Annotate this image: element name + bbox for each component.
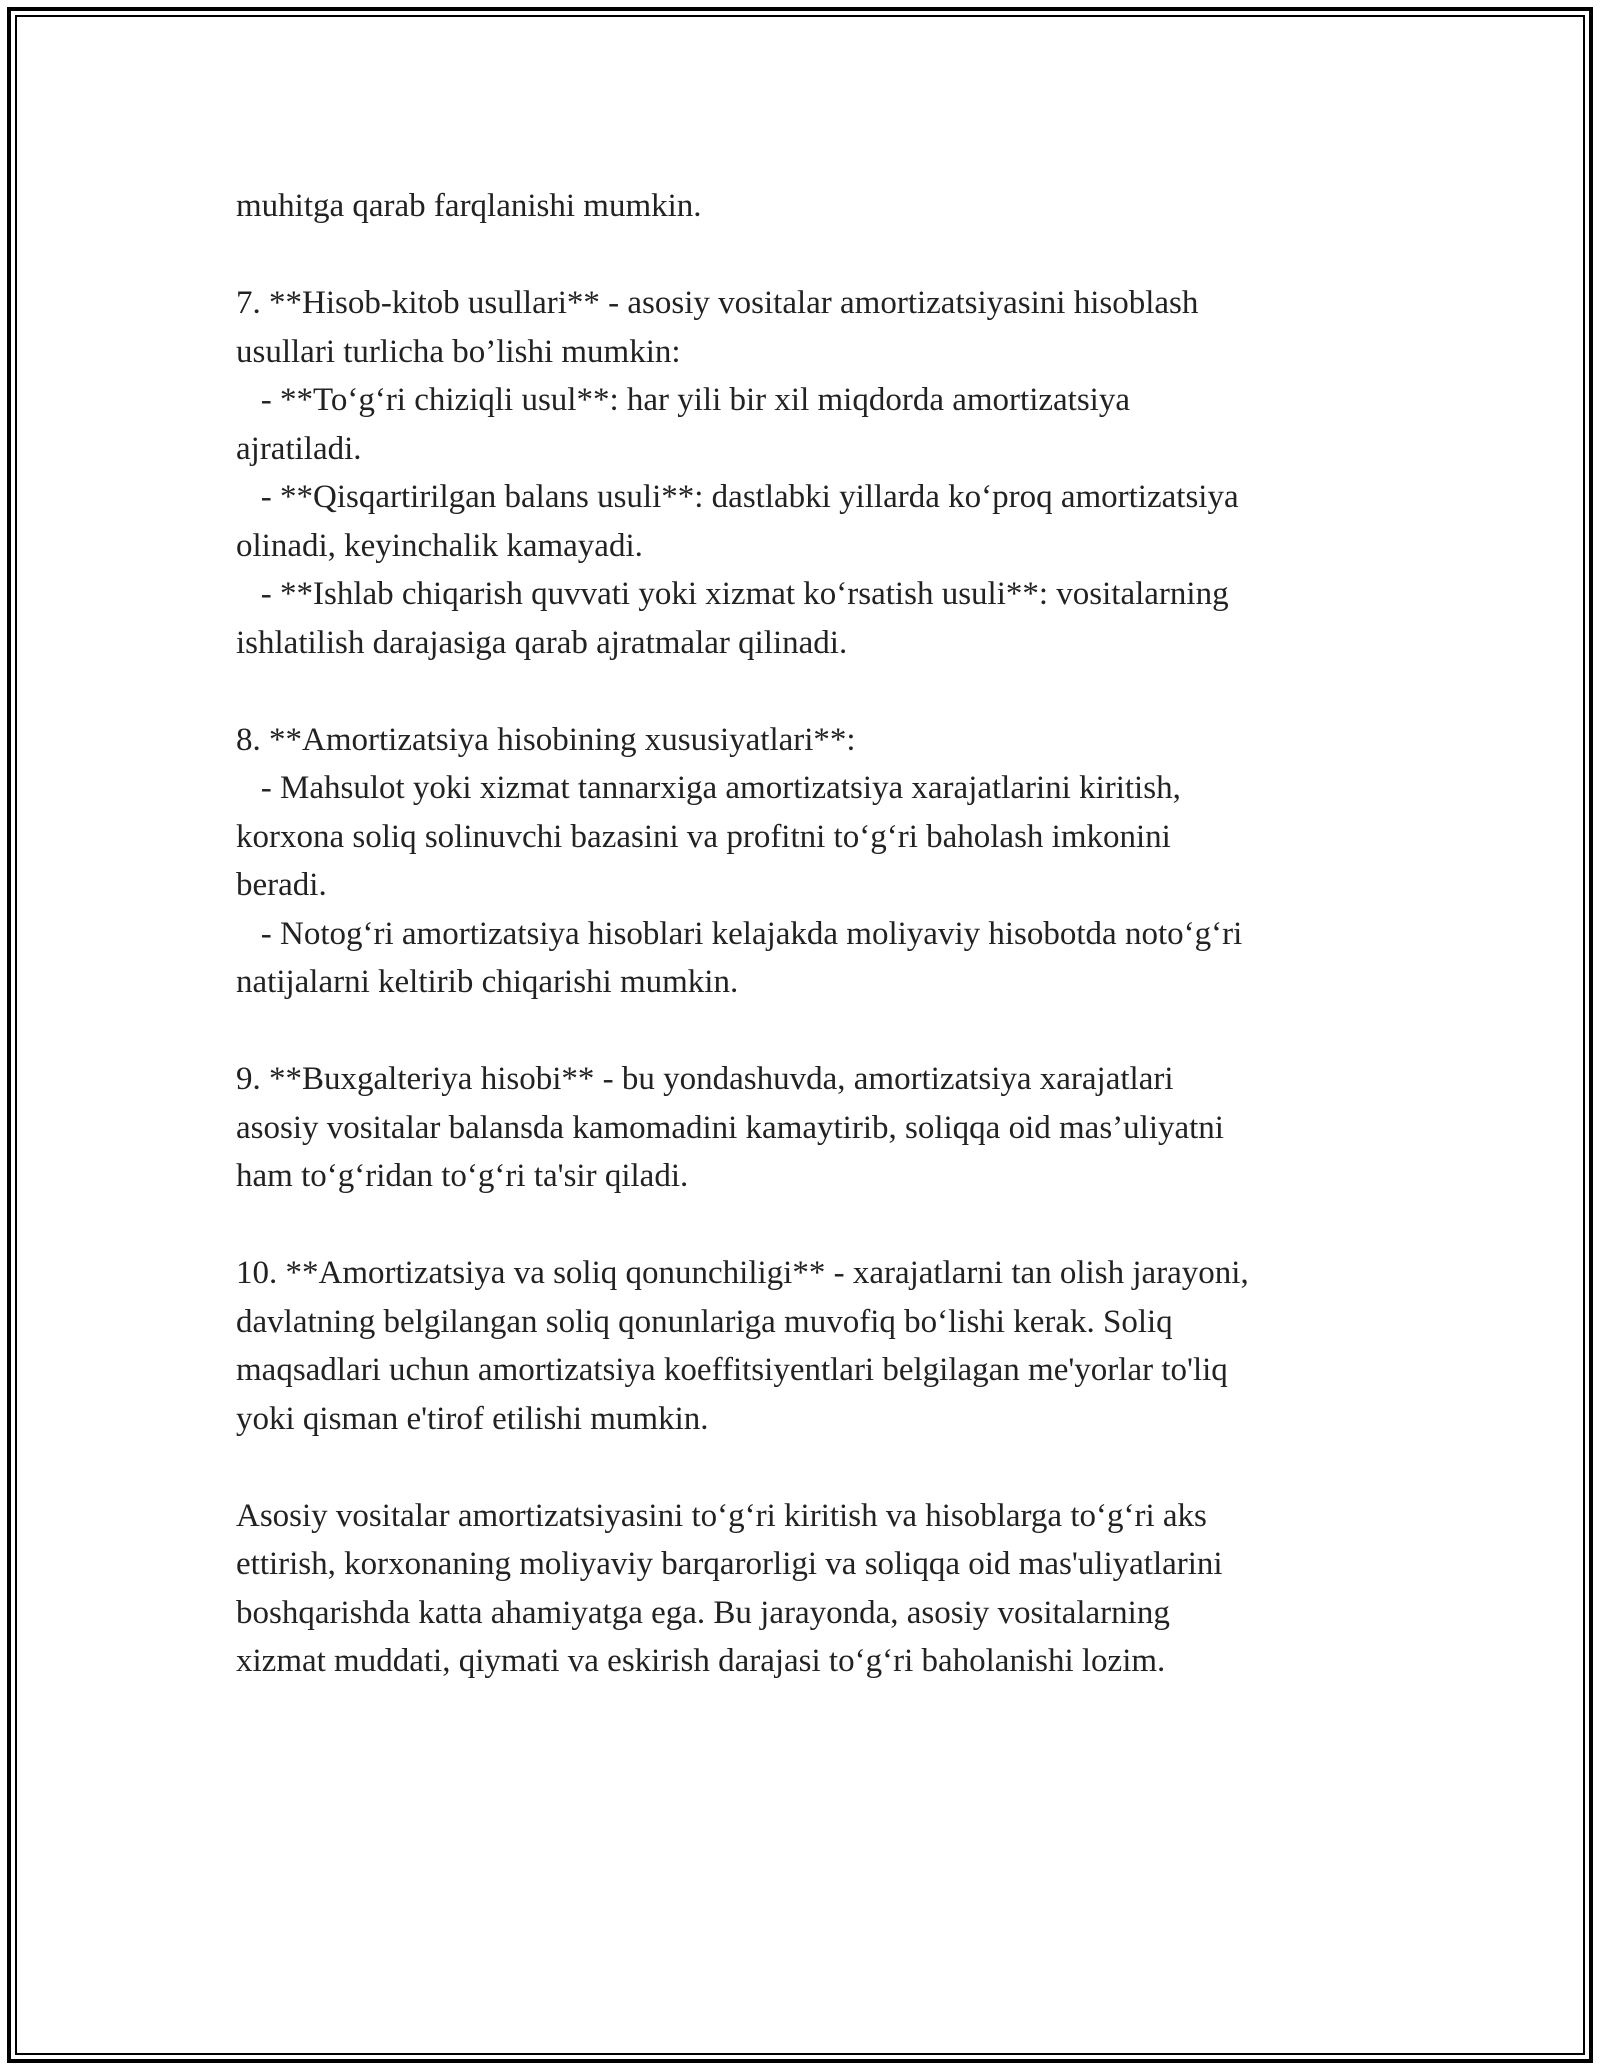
text-line: usullari turlicha bo’lishi mumkin: xyxy=(236,333,681,370)
text-line: davlatning belgilangan soliq qonunlariga muvofiq bo‘lishi kerak. Soliq xyxy=(236,1303,1173,1340)
blank-line xyxy=(236,667,1376,716)
text-line: korxona soliq solinuvchi bazasini va profitni to‘g‘ri baholash imkonini xyxy=(236,818,1171,855)
text-line: - **To‘g‘ri chiziqli usul**: har yili bir xil miqdorda amortizatsiya xyxy=(236,382,1130,418)
text-line: beradi. xyxy=(236,867,327,903)
text-line: ajratiladi. xyxy=(236,430,362,467)
blank-line xyxy=(236,1007,1376,1056)
text-line: natijalarni keltirib chiqarishi mumkin. xyxy=(236,964,739,1000)
text-line: ham to‘g‘ridan to‘g‘ri ta'sir qiladi. xyxy=(236,1158,689,1194)
text-line: muhitga qarab farqlanishi mumkin. xyxy=(236,188,702,224)
text-line: ishlatilish darajasiga qarab ajratmalar qilinadi. xyxy=(236,624,848,661)
text-line: asosiy vositalar balansda kamomadini kamaytirib, soliqqa oid mas’uliyatni xyxy=(236,1109,1224,1146)
text-line: ettirish, korxonaning moliyaviy barqarorligi va soliqqa oid mas'uliyatlarini xyxy=(236,1546,1223,1582)
text-line: xizmat muddati, qiymati va eskirish darajasi to‘g‘ri baholanishi lozim. xyxy=(236,1643,1166,1679)
text-line: yoki qisman e'tirof etilishi mumkin. xyxy=(236,1400,709,1437)
text-line: - **Qisqartirilgan balans usuli**: dastlabki yillarda ko‘proq amortizatsiya xyxy=(236,479,1239,515)
text-line: - Notog‘ri amortizatsiya hisoblari kelajakda moliyaviy hisobotda noto‘g‘ri xyxy=(236,915,1243,952)
blank-line xyxy=(236,231,1376,280)
text-line: olinadi, keyinchalik kamayadi. xyxy=(236,527,643,564)
text-line: 8. **Amortizatsiya hisobining xususiyatlari**: xyxy=(236,721,856,758)
text-line: 9. **Buxgalteriya hisobi** - bu yondashuvda, amortizatsiya xarajatlari xyxy=(236,1061,1174,1097)
document-body xyxy=(236,182,1376,1686)
blank-line xyxy=(236,1443,1376,1492)
text-line: 7. **Hisob-kitob usullari** - asosiy vositalar amortizatsiyasini hisoblash xyxy=(236,285,1199,321)
text-line: boshqarishda katta ahamiyatga ega. Bu jarayonda, asosiy vositalarning xyxy=(236,1594,1170,1631)
text-line: 10. **Amortizatsiya va soliq qonunchiligi** - xarajatlarni tan olish jarayoni, xyxy=(236,1255,1249,1291)
text-line: - **Ishlab chiqarish quvvati yoki xizmat ko‘rsatish usuli**: vositalarning xyxy=(236,576,1229,612)
text-line: Asosiy vositalar amortizatsiyasini to‘g‘ri kiritish va hisoblarga to‘g‘ri aks xyxy=(236,1497,1207,1534)
text-line: - Mahsulot yoki xizmat tannarxiga amortizatsiya xarajatlarini kiritish, xyxy=(236,770,1181,806)
blank-line xyxy=(236,1201,1376,1250)
text-line: maqsadlari uchun amortizatsiya koeffitsiyentlari belgilagan me'yorlar to'liq xyxy=(236,1352,1228,1388)
